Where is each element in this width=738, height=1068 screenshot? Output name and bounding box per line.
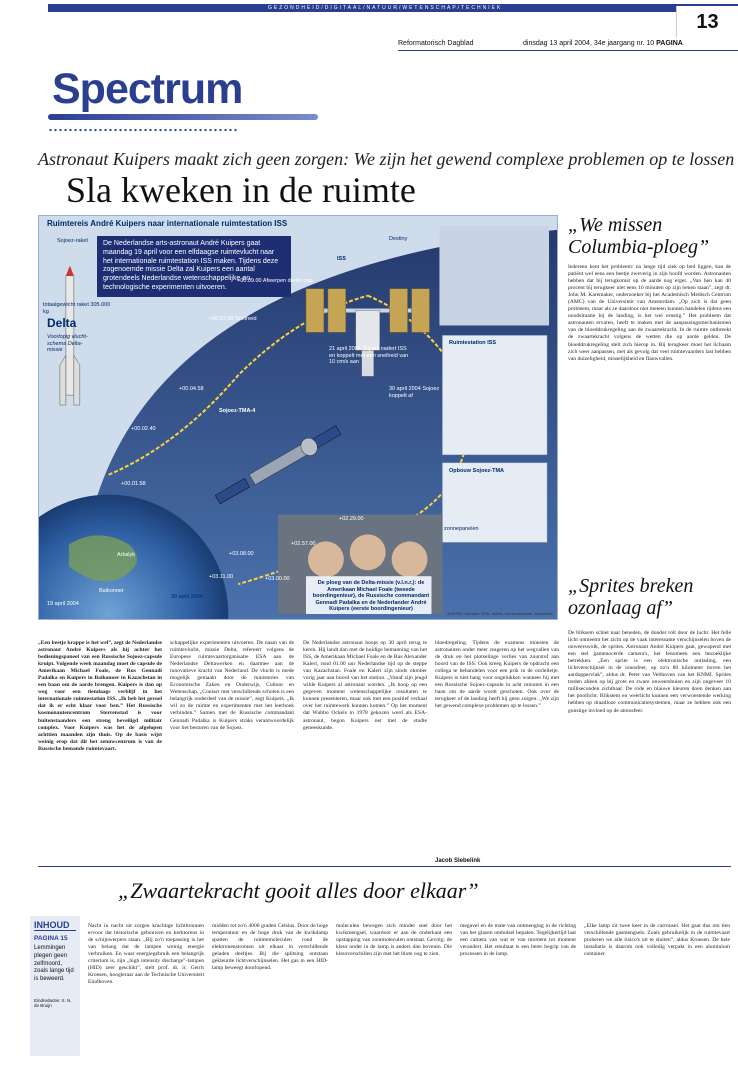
contents-page: PAGINA 15 — [34, 935, 68, 942]
label-t30000: +03.00.00 — [265, 576, 290, 582]
decorative-dots — [48, 128, 238, 132]
bottom-column-2: midden tot zo'n 4000 graden Celsius. Door de hoge temperatuur en de hoge druk van de kwikdamp spatten de ruimtemoleculen rond de elektronenstromen uit elkaar in verschillende geladen deeltjes. Bij die splitsing ontstaan gekleurde lichtverschijnselen. Het gas in een HID-lamp beweegt doorlopend. — [212, 923, 328, 972]
bottom-column-4: megavel en de mate van ontmenging in de richting van het glazen omhulsel bepalen. Tegelijkertijd laat een camera van wat er van moment tot moment verandert. Het resultaat is een beter begrip van de processen in de lamp. — [460, 923, 576, 958]
bottom-column-1: Nacht in nacht uit zorgen krachtige lichtbronnen ervoor dat historische gebouwen en kerktorens in de schijnwerpers staan. „Bij zo'n toepassing is het van belang dat de lampen weinig energie verbruiken. En waar energiegebruik een belangrijk criterium is, zijn „high intensity discharge”-lampen (HID) zeer geschikt”, stelt prof. dr. ir. Gerrit Kroesen, hoogleraar aan de Technische Universiteit Eindhoven. — [88, 923, 204, 986]
label-t0158: +00.01.58 — [121, 481, 146, 487]
section-topbar: GEZONDHEID/DIGITAAL/NATUUR/WETENSCHAP/TECHNIEK — [48, 4, 738, 12]
label-apr19: 19 april 2004 — [47, 601, 79, 607]
label-baikonoer: Baikonoer — [99, 588, 124, 594]
label-t0240: +00.02.40 — [131, 426, 156, 432]
label-sojoez-tma4: Sojoez-TMA-4 — [219, 408, 256, 414]
label-t0900: +00.09.00 Afwerpen derde trap — [237, 278, 313, 284]
bottom-article-quote: „Zwaartekracht gooit alles door elkaar” — [118, 878, 479, 903]
label-iss-legend: Ruimtestation ISS — [449, 340, 497, 346]
label-t0700: +00.07.00 Snelheid — [209, 316, 257, 322]
label-delta: Delta — [47, 316, 77, 330]
paper-name: Reformatorisch Dagblad — [398, 40, 474, 47]
sidebar-text-1: Iedereen kent het probleem: na lange tijd ziek op bed liggen, kan de patiënt wel eens een beetje zweverig in zijn hoofd worden. Astronauten hebben dat bij terugkomst op de aarde nog erger. „Van hen kan 40 procent bij terugkeer niet eens 10 minuten op zijn benen staan”, zegt dr. John M. Karemaker, onderzoeker bij het Academisch Medisch Centrum (AMC) van de Universiteit van Amsterdam. „Op zich is dat geen probleem, maar als ze daardoor niet meteen kunnen handelen tijdens een noodsituatie bij de landing, is het wel ernstig.” Het probleem dat astronauten ervaren, heeft te maken met de aanpassingsmechanismen van de bloeddrukregeling aan de zwaartekracht. In de ruimte ontbreekt de zwaartekracht volgens de wetten die op aarde gelden. De bloeddrukregeling stelt zich hierop in. Bij terugkeer moet het lichaam zich weer aanpassen, met als gevolg dat veel ruimtevaarders last hebben van duizeligheid, misselijkheid en flauwvallen. — [568, 264, 731, 362]
label-undock: 30 april 2004 Sojoez koppelt af — [389, 386, 440, 399]
sidebar-article-1 — [568, 208, 731, 594]
article-column-2: schappelijke experimenten uitvoeren. De naam van de ruimtevlucht, missie Delta, refereert volgens de Europese ruimtevaartorganisatie ESA aan de Nederlandse Deltawerken en daarmee aan de innovatieve kracht van Nederland. De vlucht is mede mogelijk gemaakt door de ministeries van Economische Zaken en Onderwijs, Cultuur en Wetenschap. „Contact met verschillende scholen is een belangrijk onderdeel van de missie”, zegt Kuipers. „Ik wil zo de ruimte en experimenten met het leerboek verbinden.” Samen met de Russische commandant Gennadi Padalka is Kuipers straks verantwoordelijk voor het besturen van de Sojoez. — [170, 640, 294, 731]
date-line: dinsdag 13 april 2004, 34e jaargang nr. 10 PAGINA — [523, 40, 683, 47]
article-headline: Sla kweken in de ruimte — [66, 170, 416, 210]
byline: Jacob Slebelink — [435, 858, 481, 864]
label-schedule: Voorlopig vlucht-schema Delta-missie — [47, 334, 88, 354]
label-crew: De ploeg van de Delta-missie (v.l.n.r.): de Amerikaan Michael Foale (tweede boordingenieur), de Russische commandant Gennadi Padalka en de Nederlander André Kuipers (eerste boordingenieur) — [312, 580, 430, 613]
bottom-column-5: „Elke lamp zit twee keer in de carrousel. Het gaat dus om tien verschillende gasmengsels. Zoals gebruikelijk in de ruimtevaart proberen we alle risico's uit te sluiten”, aldus Kroesen. De hele installatie is daarom ook volledig verpakt in een aluminium container. — [584, 923, 730, 958]
label-docking: 21 april 2004 Sojoez nadert ISS en koppelt met een snelheid van 10 cm/s aan — [329, 346, 409, 366]
sidebar-quote-2: „Sprites breken ozonlaag af” — [568, 575, 694, 619]
label-rocket: Sojoez-raket — [57, 238, 88, 244]
label-destiny: Destiny — [389, 236, 408, 242]
header-rule — [398, 50, 738, 51]
contents-credit: Eindredactie: S. N. de Bruijn — [34, 997, 72, 1008]
label-iss: ISS — [337, 256, 346, 262]
sidebar-text-2: De bliksem schiet naar beneden, de donder rolt door de lucht. Het felle licht ontneemt het zicht op de vaak interessante verschijnselen boven de onweerswolk, de sprites. Astronaut André Kuipers gaat, gewapend met een stel gamenocerde camera's, het fenomeen een bezoeklijke betrekken. „Een sprite is een elektronische ontlading, een lichtverschijnsel in de ionosfeer, op zo'n 80 kilometer boven het aardoppervlak”, aldus dr. Peter van Velthoven van het KNMI. Sprites treden alleen op bij grote en zware onweersbuien en zijn ongeveer 10 milliseconden zichtbaar. De rode en blauwe kleuren doen denken aan het poollicht. Blikstem en weerlicht kunnen een verwoestende werking hebben op draadloze communicatiesystemen, maar ze hebben ook een gunstige invloed op de atmosfeer. — [568, 630, 731, 714]
label-tma-build: Opbouw Sojoez-TMA — [449, 468, 504, 474]
infographic-intro: De Nederlandse arts-astronaut André Kuipers gaat maandag 19 april voor een elfdaagse ruimtevlucht naar het internationale ruimtestation ISS maken. Tijdens deze zogenoemde missie Delta zal Kuipers een aantal grotendeels Nederlandse wetenschappelijke en technologische experimenten uitvoeren. — [97, 236, 291, 297]
contents-title: INHOUD — [34, 920, 76, 931]
sidebar-quote-1: „We missen Columbia-ploeg” — [568, 214, 710, 258]
logo-underline — [48, 114, 318, 120]
label-t25700: +02.57.00 — [291, 541, 316, 547]
section-divider — [38, 866, 731, 867]
contents-text: Lemmingen plegen geen zelfmoord, zoals lange tijd is beweerd. — [34, 945, 74, 983]
article-kicker: Astronaut Kuipers maakt zich geen zorgen: We zijn het gewend complexe problemen op te lossen — [38, 149, 735, 169]
bottom-column-3: moleculen bewegen zich minder snel door het kwikmengsel, waardoor er aan de onderkant een opstapping van zoutmoleculen ontstaat. Gevolg: de kleur onder in de lamp is anders dan bovenin. Die kleurverschillen zijn met het blote oog te zien. — [336, 923, 452, 958]
article-column-4: bloedregeling. Tijdens de examens moesten de astronauten onder meer reageren op het wegvallen van de druk en het plotselinge verlies van zuurstof aan boord van de ISS. Ook kreeg Kuipers de opdracht een collega te behandelen voor een prik in de oorlelletje. Kuipers is niet bang voor ongelukken wanneer hij met een Russische Sojoez-capsule in acht minuten in een baan om de aarde wordt geschoten. Ook over de terugkeer of de landing heeft hij geen zorgen. „We zijn het gewend complexe problemen op te lossen.” — [435, 640, 559, 710]
article-column-3: De Nederlandse astronaut hoopt op 30 april terug te keren. Hij landt dan met de huidige bemanning van het ISS, de Amerikaan Michael Foale en de Rus Alexander Kaleri, rond 01.00 uur Nederlandse tijd op de steppe van Kazachstan. Foale en Kaleri zijn sinds oktober vorig jaar aan boord van het station. „Vanaf zijn jeugd wilde Kuipers al astronaut worden. „Ik hoop op een gegeven moment wetenschappelijke resultaten te kunnen presenteren, maar ook met een positief verhaal over het ruimtewerk kunnen komen.” Op het moment dat Wubbo Ockels in 1978 gekozen werd als ESA-astronaut, begon Kuipers net met de studie geneeskunde. — [303, 640, 427, 731]
label-t30800: +03.08.00 — [229, 551, 254, 557]
infographic-credit: ANP/RD, bronnen: ESA, NASA, ruimtevaartweb, archieffoto — [447, 611, 553, 616]
label-t22900: +02.29.00 — [339, 516, 364, 522]
section-logo: Spectrum — [52, 65, 243, 113]
label-t0458: +00.04.58 — [179, 386, 204, 392]
label-weight: totaalgewicht raket 305.000 kg — [43, 302, 111, 315]
contents-box — [30, 916, 80, 1056]
article-column-1: „Een beetje krappe is het wel”, zegt de Nederlandse astronaut André Kuipers als hij achter het bedieningspaneel van een Russische Sojoez-capsule kruipt. Volgende week maandag moet de capsule de Amerikaan Michael Foale, de Rus Gennadi Padalka en Kuipers in Baikonoer in Kazachstan in een baan om de aarde brengen. Kuipers is dan op weg voor een tiendaags verblijf in het internationale ruimtestation ISS. „Ik heb het gevoel dat ik er echt klaar voor ben.” Het Russische kosmonautencentrum Sterrenstad is voor buitenstaanders een streng beveiligd militair complex. Voor Kuipers was het de afgelopen achttien maanden zijn thuis. Op de basis wijst weinig erop dat dit het zenuwcentrum is van de Russische bemande ruimtevaart. — [38, 640, 162, 752]
infographic — [38, 215, 558, 620]
label-arkalyk: Arkalyk — [117, 552, 136, 558]
label-apr30: 30 april 2004 — [171, 594, 203, 600]
page-number: 13 — [676, 6, 738, 38]
label-panels: zonnepanelen — [444, 526, 479, 532]
label-t31100: +03.11.00 — [209, 574, 234, 580]
infographic-title: Ruimtereis André Kuipers naar internationale ruimtestation ISS — [47, 219, 288, 228]
